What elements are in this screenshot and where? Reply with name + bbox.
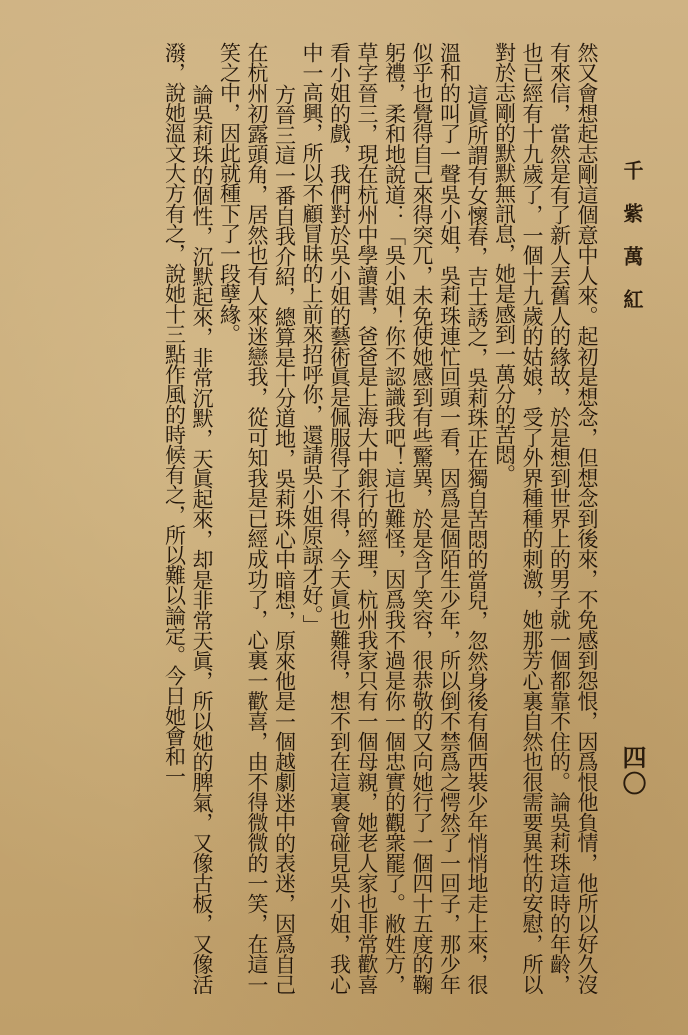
body-text [50, 42, 600, 994]
page-number: 四〇 [618, 745, 647, 797]
paragraph: 然又會想起志剛這個意中人來。起初是想念，但想念到後來，不免感到怨恨，因爲恨他負情，他所以好久沒有來信，當然是有了新人丟舊人的緣故，於是想到世界上的男子就一個都靠不住的。論吳莉珠這時的年齡，也已經有十九歲了，一個十九歲的姑娘，受了外界種種的刺激，她那芳心裏自然也很需要異性的安慰，所以對於志剛的默默無訊息，她是感到一萬分的苦悶。 [492, 42, 599, 994]
running-header: 千 紫 萬 紅 [620, 160, 644, 317]
paragraph: 論吳莉珠的個性，沉默起來，非常沉默，天眞起來，却是非常天眞，所以她的脾氣，又像古板，又像活潑，說她溫文大方有之，說她十三點作風的時候有之，所以難以論定。今日她會和一 [162, 42, 214, 994]
paragraph: 這眞所謂有女懷春，吉士誘之，吳莉珠正在獨自苦悶的當兒，忽然身後有個西裝少年悄悄地走上來，很溫和的叫了一聲吳小姐，吳莉珠連忙回頭一看，因爲是個陌生少年，所以倒不禁爲之愕然了一回子，那少年似乎也覺得自己來得突兀，未免使她感到有些驚異，於是含了笑容，很恭敬的又向她行了一個四十五度的鞠躬禮，柔和地說道：「吳小姐！你不認識我吧！這也難怪，因爲我不過是你一個忠實的觀衆罷了。敝姓方，草字晉三，現在杭州中學讀書，爸爸是上海大中銀行的經理，杭州我家只有一個母親，她老人家也非常歡喜看小姐的戲，我們對於吳小姐的藝術眞是佩服得了不得，今天眞也難得，想不到在這裏會碰見吳小姐，我心中一高興，所以不顧冒昧的上前來招呼你，還請吳小姐原諒才好。」 [300, 42, 489, 994]
paragraph: 方晉三這一番自我介紹，總算是十分道地，吳莉珠心中暗想，原來他是一個越劇迷中的表迷，因爲自己在杭州初露頭角，居然也有人來迷戀我，從可知我是已經成功了，心裏一歡喜，由不得微微的一笑，在這一笑之中，因此就種下了一段孽緣。 [217, 42, 297, 994]
